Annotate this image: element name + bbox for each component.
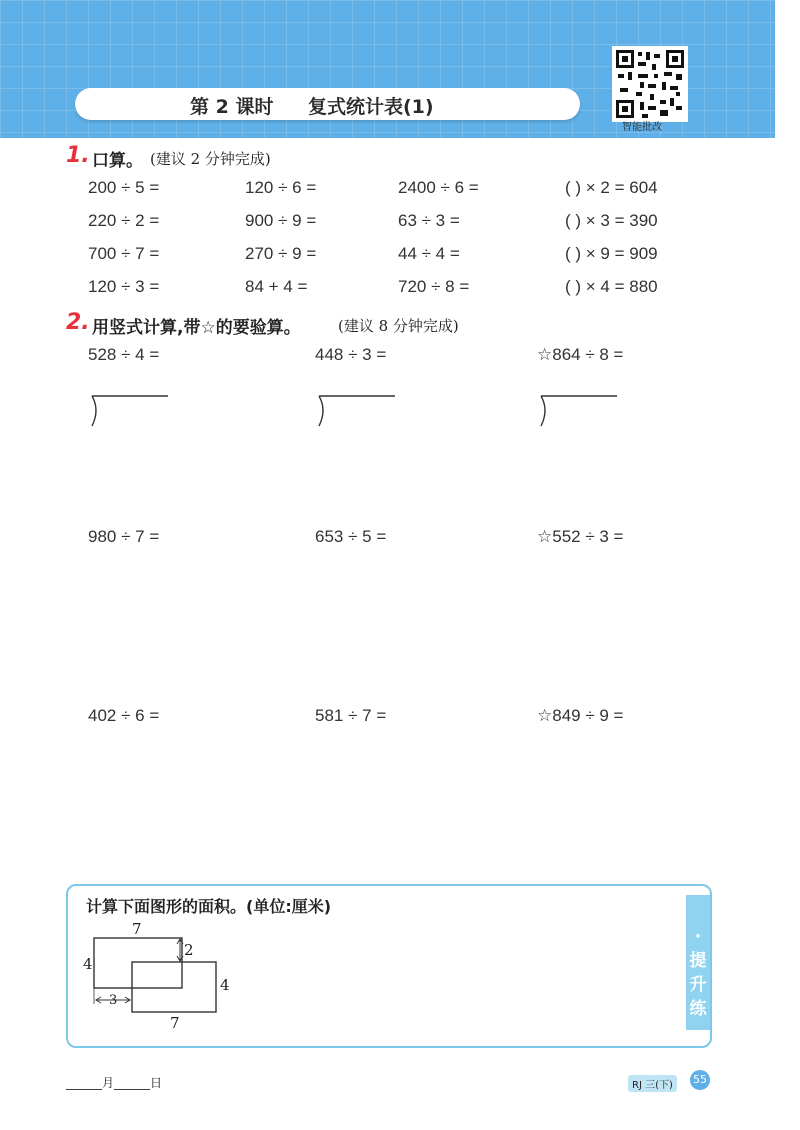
division-problem[interactable]: 581 ÷ 7 = [315,706,387,725]
label-offset: 3 [109,993,118,1008]
section2-title: 用竖式计算,带☆的要验算。 [92,318,301,338]
fill-blank-item[interactable]: ( ) × 2 = 604 [565,178,658,197]
rectangle-b [132,962,216,1012]
mental-math-item[interactable]: 120 ÷ 3 = [88,277,160,296]
mental-math-item[interactable]: 200 ÷ 5 = [88,178,160,197]
division-problem-check[interactable]: ☆552 ÷ 3 = [537,527,624,546]
label-right: 4 [220,976,230,994]
extension-title: 计算下面图形的面积。(单位:厘米) [86,897,332,916]
mental-math-item[interactable]: 220 ÷ 2 = [88,211,160,230]
section1-title: 口算。 [92,151,143,171]
division-problem[interactable]: 980 ÷ 7 = [88,527,160,546]
fill-blank-item[interactable]: ( ) × 4 = 880 [565,277,658,296]
mental-math-item[interactable]: 63 ÷ 3 = [398,211,460,230]
section1-note: (建议 2 分钟完成) [150,150,271,168]
mental-math-item[interactable]: 84 + 4 = [245,277,308,296]
mental-math-item[interactable]: 2400 ÷ 6 = [398,178,479,197]
division-problem[interactable]: 653 ÷ 5 = [315,527,387,546]
date-line[interactable]: ______月______日 [66,1076,163,1090]
mental-math-item[interactable]: 120 ÷ 6 = [245,178,317,197]
lesson-number: 第 2 课时 [190,96,274,118]
mental-math-item[interactable]: 270 ÷ 9 = [245,244,317,263]
page-number: 55 [690,1070,710,1090]
label-bottom: 7 [170,1014,180,1032]
book-tag: RJ 三(下) [628,1075,677,1092]
qr-code-icon[interactable] [612,46,688,122]
division-problem-check[interactable]: ☆864 ÷ 8 = [537,345,624,364]
label-left: 4 [83,955,93,973]
overlapping-rectangles-figure [80,922,240,1034]
mental-math-item[interactable]: 900 ÷ 9 = [245,211,317,230]
long-division-bracket [315,394,395,430]
mental-math-item[interactable]: 44 ÷ 4 = [398,244,460,263]
fill-blank-item[interactable]: ( ) × 9 = 909 [565,244,658,263]
mental-math-item[interactable]: 700 ÷ 7 = [88,244,160,263]
division-problem[interactable]: 448 ÷ 3 = [315,345,387,364]
qr-label: 智能批改 [622,122,662,133]
division-problem[interactable]: 402 ÷ 6 = [88,706,160,725]
long-division-bracket [537,394,617,430]
label-gap: 2 [184,941,194,959]
fill-blank-item[interactable]: ( ) × 3 = 390 [565,211,658,230]
lesson-title: 复式统计表(1) [308,96,434,118]
division-problem[interactable]: 528 ÷ 4 = [88,345,160,364]
mental-math-item[interactable]: 720 ÷ 8 = [398,277,470,296]
section2-number: 2. [66,310,90,335]
long-division-bracket [88,394,168,430]
rectangle-a [94,938,182,988]
extension-tab-label: ·提升练· [689,927,707,1043]
label-top: 7 [132,922,142,938]
division-problem-check[interactable]: ☆849 ÷ 9 = [537,706,624,725]
section1-number: 1. [66,143,90,168]
section2-note: (建议 8 分钟完成) [338,317,459,335]
